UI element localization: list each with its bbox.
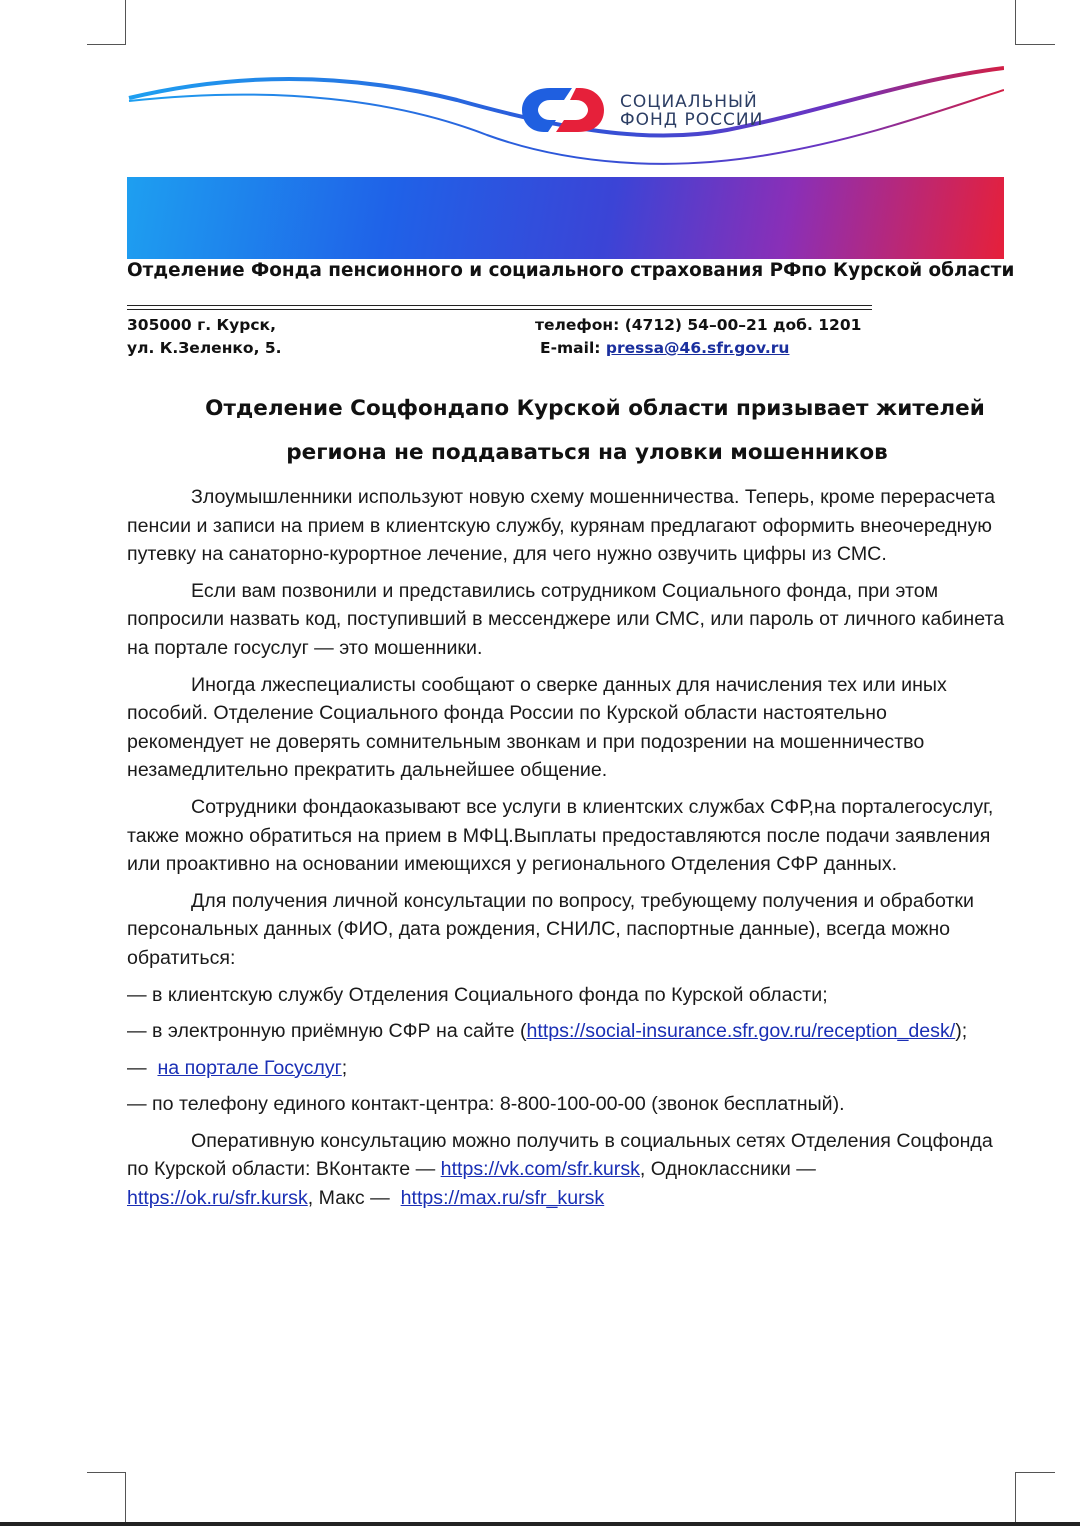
press-release-title-line2: региона не поддаваться на уловки мошенников bbox=[286, 440, 888, 465]
logo-wordmark bbox=[620, 93, 763, 129]
paragraph-social-networks bbox=[127, 1127, 1007, 1213]
paragraph-1: Злоумышленники используют новую схему мошенничества. Теперь, кроме перерасчета пенсии и записи на прием в клиентскую службу, курянам предлагают оформить внеочередную путевку на санаторно-курортное лечение, для чего нужно озвучить цифры из СМС. bbox=[127, 486, 996, 566]
sfr-logo-icon bbox=[520, 84, 606, 136]
article-body bbox=[127, 483, 1007, 1221]
header-rule bbox=[127, 305, 872, 310]
list-item-gosuslugi-suffix: ; bbox=[341, 1056, 348, 1079]
address-block bbox=[127, 314, 282, 360]
paragraph-5: Для получения личной консультации по вопросу, требующему получения и обработки персональных данных (ФИО, дата рождения, СНИЛС, паспортные данные), всегда можно обратиться: bbox=[127, 889, 974, 969]
email-label: E-mail: bbox=[540, 339, 601, 357]
crop-mark-top-right-v bbox=[1015, 0, 1016, 45]
organization-name: Отделение Фонда пенсионного и социального страхования РФпо Курской области bbox=[127, 260, 1015, 281]
e-reception-link[interactable]: https://social-insurance.sfr.gov.ru/reception_desk/ bbox=[526, 1020, 956, 1043]
list-item-gosuslugi-prefix: — bbox=[127, 1056, 158, 1079]
list-item-gosuslugi bbox=[127, 1054, 1007, 1083]
header-gradient-banner bbox=[127, 177, 1004, 259]
crop-mark-bottom-right-v bbox=[1015, 1472, 1016, 1522]
paragraph-4: Сотрудники фондаоказывают все услуги в клиентских службах СФР,на порталегосуслуг, также можно обратиться на прием в МФЦ.Выплаты предоставляются после подачи заявления или проактивно на основании имеющихся у регионального Отделения СФР данных. bbox=[127, 795, 994, 876]
max-link[interactable]: https://max.ru/sfr_kursk bbox=[400, 1187, 605, 1210]
logo-wordmark-line2: ФОНД РОССИИ bbox=[620, 110, 764, 130]
crop-mark-bottom-right-h bbox=[1015, 1472, 1055, 1473]
vk-link[interactable]: https://vk.com/sfr.kursk bbox=[440, 1158, 640, 1181]
paragraph-2: Если вам позвонили и представились сотрудником Социального фонда, при этом попросили назвать код, поступивший в мессенджере или СМС, или пароль от личного кабинета на портале госуслуг — это мошенники. bbox=[127, 579, 1005, 659]
crop-mark-top-left-h bbox=[87, 44, 126, 45]
email-line bbox=[535, 337, 861, 360]
list-item-e-reception-prefix: — в электронную приёмную СФР на сайте ( bbox=[127, 1020, 527, 1043]
paragraph-3: Иногда лжеспециалисты сообщают о сверке данных для начисления тех или иных пособий. Отделение Социального фонда России по Курской области настоятельно рекомендует не доверять сомнительным звонкам и при подозрении на мошенничество незамедлительно прекратить дальнейшее общение. bbox=[127, 673, 947, 782]
list-item-e-reception bbox=[127, 1017, 1007, 1046]
logo-wordmark-line1: СОЦИАЛЬНЫЙ bbox=[620, 92, 758, 112]
phone: телефон: (4712) 54–00–21 доб. 1201 bbox=[535, 316, 862, 334]
crop-mark-bottom-left-v bbox=[125, 1472, 126, 1522]
crop-mark-top-left-v bbox=[125, 0, 126, 45]
list-item-client-service: — в клиентскую службу Отделения Социального фонда по Курской области; bbox=[127, 983, 828, 1006]
social-networks-prefix: Оперативную консультацию можно получить в социальных сетях Отделения Соцфонда по Курской области: ВКонтакте — bbox=[127, 1129, 993, 1181]
social-networks-mid-1: , Одноклассники — bbox=[639, 1158, 816, 1181]
crop-mark-top-right-h bbox=[1015, 44, 1055, 45]
page-bottom-edge bbox=[0, 1522, 1080, 1526]
social-networks-mid-2: , Макс — bbox=[307, 1187, 401, 1210]
press-release-title-line1: Отделение Соцфондапо Курской области призывает жителей bbox=[205, 396, 985, 421]
ok-link[interactable]: https://ok.ru/sfr.kursk bbox=[127, 1187, 308, 1210]
gosuslugi-link[interactable]: на портале Госуслуг bbox=[157, 1056, 342, 1079]
contacts-block bbox=[535, 314, 861, 360]
crop-mark-bottom-left-h bbox=[87, 1472, 126, 1473]
address-line-1: 305000 г. Курск, bbox=[127, 316, 276, 334]
email-link[interactable]: pressa@46.sfr.gov.ru bbox=[605, 339, 790, 357]
list-item-e-reception-suffix: ); bbox=[955, 1020, 968, 1043]
address-line-2: ул. К.Зеленко, 5. bbox=[127, 339, 282, 357]
list-item-contact-center: — по телефону единого контакт-центра: 8-800-100-00-00 (звонок бесплатный). bbox=[127, 1093, 845, 1116]
